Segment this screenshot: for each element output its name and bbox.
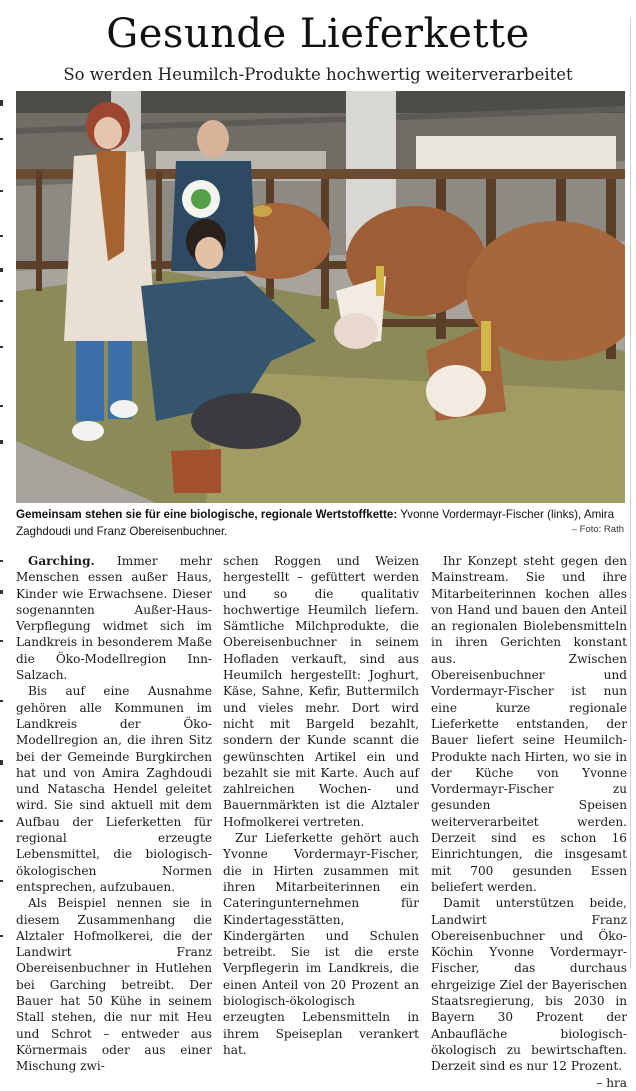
paragraph: Ihr Konzept steht gegen den Mainstream. Sie und ihre Mitarbeiterinnen kochen alles von Hand und bauen den Anteil an regionalen Biolebensmitteln in ihren Gerichten konstant aus. Zwischen Obereisenbuchner und Vordermayr-Fischer ist nun eine kurze regionale Lieferkette entstanden, der Bauer liefert seine Heumilch-Produkte nach Hirten, wo sie in der Küche von Yvonne Vordermayr-Fischer zu gesunden Speisen weiterverarbeitet werden. Derzeit sind es schon 16 Einrichtungen, die insgesamt mit 700 gesunden Essen beliefert werden. xyxy=(431,554,627,894)
column-rule-right xyxy=(630,18,631,968)
author-signature: – hra xyxy=(596,1075,627,1090)
left-page-edge xyxy=(0,0,6,977)
caption-text: Yvonne Vordermayr-Fischer (links), Amira Zaghdoudi und Franz Obereisenbuchner. xyxy=(16,508,615,538)
text-column-1 xyxy=(16,553,212,1075)
paragraph-text: Damit unterstützen beide, Landwirt Franz Obereisenbuchner und Öko-Köchin Yvonne Vordermayr-Fischer, das durchaus ehrgeizige Ziel der Bayerischen Staatsregierung, bis 2030 in Bayern 30 Prozent der Anbaufläche biologisch-ökologisch zu bewirtschaften. Derzeit sind es nur 12 Prozent. xyxy=(431,896,627,1074)
paragraph xyxy=(431,895,627,1090)
article-headline: Gesunde Lieferkette xyxy=(106,11,530,57)
dateline: Garching. xyxy=(28,554,95,568)
article-subheadline: So werden Heumilch-Produkte hochwertig weiterverarbeitet xyxy=(63,65,573,84)
paragraph: schen Roggen und Weizen hergestellt – gefüttert werden und so die qualitativ hochwertige Heumilch liefern. Sämtliche Milchprodukte, die Obereisenbuchner in seinem Hofladen verkauft, sind aus Heumilch hergestellt: Joghurt, Käse, Sahne, Kefir, Buttermilch und vieles mehr. Dort wird nicht mit Bargeld bezahlt, sondern der Kunde scannt die gewünschten Artikel ein und bezahlt sie mit Karte. Auch auf zahlreichen Wochen- und Bauernmärkten ist die Alztaler Hofmolkerei vertreten. xyxy=(223,554,419,829)
paragraph: Als Beispiel nennen sie in diesem Zusammenhang die Alztaler Hofmolkerei, die der Landwirt Franz Obereisenbuchner in Hutlehen bei Garching betreibt. Der Bauer hat 50 Kühe in seinem Stall stehen, die nur mit Heu und Schrot – entweder aus Körnermais oder aus einer Mischung zwi- xyxy=(16,896,212,1074)
paragraph xyxy=(16,553,212,683)
photo-credit: – Foto: Rath xyxy=(571,524,624,535)
caption-lead: Gemeinsam stehen sie für eine biologische, regionale Wertstoffkette: xyxy=(16,508,398,521)
text-column-3 xyxy=(431,553,627,1091)
article-photo xyxy=(16,91,625,503)
text-column-2 xyxy=(223,553,419,1058)
paragraph: Zur Lieferkette gehört auch Yvonne Vordermayr-Fischer, die in Hirten zusammen mit ihren Mitarbeiterinnen ein Cateringunternehmen für Kindertagesstätten, Kindergärten und Schulen betreibt. Sie ist die erste Verpflegerin im Landkreis, die einen Anteil von 20 Prozent an biologisch-ökologisch erzeugten Lebensmitteln in ihrem Speiseplan verankert hat. xyxy=(223,831,419,1057)
paragraph-text: Immer mehr Menschen essen außer Haus, Kinder wie Erwachsene. Dieser sogenannten Außer-Haus-Verpflegung widmet sich im Landkreis in besonderem Maße die Öko-Modellregion Inn-Salzach. xyxy=(16,554,212,683)
photo-caption xyxy=(16,506,625,540)
paragraph: Bis auf eine Ausnahme gehören alle Kommunen im Landkreis der Öko-Modellregion an, die ihren Sitz bei der Gemeinde Burgkirchen hat und von Amira Zaghdoudi und Natascha Hendel geleitet wird. Sie sind aktuell mit dem Aufbau der Lieferketten für regional erzeugte Lebensmittel, die biologisch-ökologischen Normen entsprechen, aufzubauen. xyxy=(16,684,212,894)
